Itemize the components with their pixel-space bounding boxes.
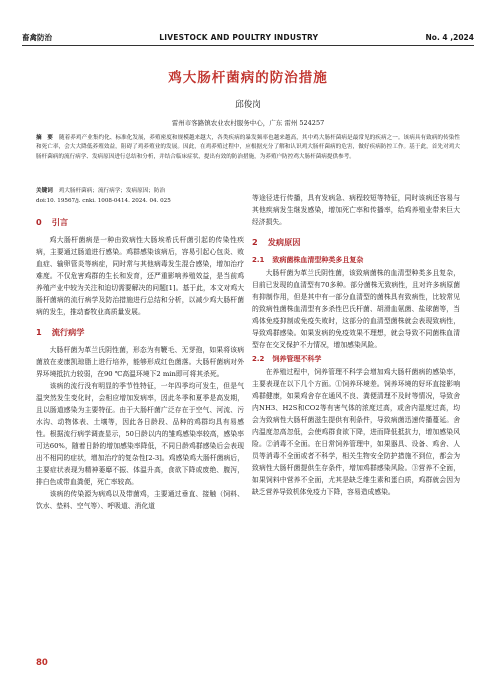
paragraph: 在养殖过程中，饲养管理不科学会增加鸡大肠杆菌病的感染率，主要表现在以下几个方面。①饲养环境差。饲养环境的好坏直接影响鸡群健康，如果鸡舍存在通风不良、粪便清理不及时等情况，导致舍内NH3、H2S和CO2等有害气体的浓度过高，或舍内湿度过高，均会为致病性大肠杆菌滋生提供有利条件，导致病菌迅速传播蔓延。舍内温度忽高忽低，会使鸡群食欲下降，进而降低抵抗力，增加感染风险。②消毒不全面。在日常饲养管理中，如果器具、设备、鸡舍、人员等消毒不全面或者不科学，相关生物安全防护措施不到位，都会为致病性大肠杆菌提供生存条件，增加鸡群感染风险。③营养不全面，如果饲料中营养不全面，尤其是缺乏维生素和蛋白质，鸡群就会因为缺乏营养导致机体免疫力下降，容易造成感染。 — [252, 368, 460, 496]
subsection-heading — [252, 254, 460, 266]
keywords-label: 关键词 — [36, 188, 53, 194]
section-title: 发病原因 — [267, 237, 301, 247]
subsection-heading — [252, 353, 460, 365]
running-header — [22, 30, 474, 44]
article-title: 鸡大肠杆菌病的防治措施 — [168, 70, 328, 86]
section-number: 1 — [36, 327, 42, 337]
paragraph: 等途径进行传播，具有发病急、病程较短等特征，同时该病还容易与其他疾病发生继发感染，增加死亡率和传播率，给鸡养殖业带来巨大经济损失。 — [252, 194, 460, 226]
abstract — [36, 134, 460, 162]
subsection-number: 2.2 — [252, 355, 265, 363]
author-name: 邱俊岗 — [235, 100, 261, 110]
issue-number: No. 4 ,2024 — [425, 32, 474, 42]
abstract-text: 随着养鸡产业集约化、标准化发展，养殖密度和规模越来越大，各类疾病的暴发频率也越来越高，其中鸡大肠杆菌病是最常见的疾病之一。该病具有致病的传染性和死亡率，会大大降低养殖效益，阻碍了鸡养殖业的发展。因此，在鸡养殖过程中，应根据充分了解和认识鸡大肠杆菌病的危害，做好疾病防控工作。基于此，首先对鸡大肠杆菌病的流行病学、发病原因进行总结和分析，并结合临床症状，提出有效的防治措施，为养殖户防控鸡大肠杆菌病提供参考。 — [36, 135, 460, 160]
section-number: 2 — [252, 237, 258, 247]
paragraph: 大肠杆菌为革兰氏阴性菌，形态为有鞭毛、无芽孢，如果将该病菌放在麦康凯琼脂上进行培养，能够形成红色菌落。大肠杆菌病对外界环境抵抗力较弱，在90 ℃高温环境下2 min即可将其杀死。 — [36, 346, 244, 378]
paragraph: 该病的流行没有明显的季节性特征，一年四季均可发生，但是气温突然发生变化时，会相应增加发病率，因此冬季和夏季是高发期，且以肠道感染为主要特征。由于大肠杆菌广泛存在于空气、河流、污水沟、动物体表、土壤等，因此各日龄段、品种的鸡群均具有易感性。根据流行病学调查显示，50日龄以内的雏鸡感染率较高，感染率可达60%，随着日龄的增加感染率降低，不同日龄鸡群感染后会表现出不相同的症状，增加治疗的复杂性[2-3]。鸡感染鸡大肠杆菌病后，主要症状表现为精神萎靡不振、体温升高，食欲下降或废绝、腹泻，排白色或带血粪便，死亡率较高。 — [36, 382, 244, 486]
page-number: 80 — [36, 658, 48, 668]
subsection-title: 致病菌株血清型种类多且复杂 — [272, 256, 364, 264]
paragraph: 该病的传染源为病鸡以及带菌鸡，主要通过垂直、接触（饲料、饮水、垫料、空气等）、呼吸道、消化道 — [36, 490, 244, 510]
right-column — [252, 192, 460, 498]
journal-name-en: LIVESTOCK AND POULTRY INDUSTRY — [159, 32, 319, 42]
subsection-number: 2.1 — [252, 256, 265, 264]
header-rule — [22, 45, 474, 46]
section-heading — [36, 326, 244, 338]
section-number: 0 — [36, 217, 42, 227]
paragraph: 鸡大肠杆菌病是一种由致病性大肠埃希氏杆菌引起的传染性疾病，主要通过肠道进行感染。鸡群感染该病后，容易引起心包炎、败血症、输卵管炎等病症，同时常与其他病毒发生混合感染，增加治疗难度。不仅危害鸡群的生长和发育，还严重影响养殖效益，是当前鸡养殖产业中较为关注和迫切需要解决的问题[1]。基于此，本文对鸡大肠杆菌病的流行病学及防治措施进行总结和分析，以减少鸡大肠杆菌病的发生，推动畜牧业高质量发展。 — [36, 236, 244, 316]
left-column — [36, 208, 244, 512]
section-heading — [252, 236, 460, 248]
keywords-text: 鸡大肠杆菌病；流行病学；发病原因；防治 — [58, 188, 166, 194]
subsection-title: 饲养管理不科学 — [272, 355, 322, 363]
doi: doi:10. 19567/j. cnki. 1008-0414. 2024. 04. 025 — [36, 198, 171, 204]
paragraph: 大肠杆菌为革兰氏阴性菌，该致病菌株的血清型种类多且复杂，目前已发现的血清型有70多种。部分菌株无致病性，且对许多病原菌有抑制作用，但是其中有一部分血清型的菌株具有致病性，比较常见的致病性菌株血清型有多杀性巴氏杆菌、胡滑血氨菌、盐球菌等，当鸡体免疫抑制或免疫失败时，这部分的血清型菌株就会表现致病性，导致鸡群感染。如果发病的免疫效果不理想，就会导致不同菌株血清型存在交叉保护不力情况，增加感染风险。 — [252, 269, 460, 349]
section-heading — [36, 216, 244, 228]
affiliation: 雷州市客路镇农业农村服务中心，广东 雷州 524257 — [171, 119, 325, 127]
abstract-label: 摘 要 — [36, 135, 53, 141]
section-title: 引言 — [51, 217, 69, 227]
journal-name-cn: 畜禽防治 — [22, 32, 52, 42]
section-title: 流行病学 — [51, 327, 85, 337]
